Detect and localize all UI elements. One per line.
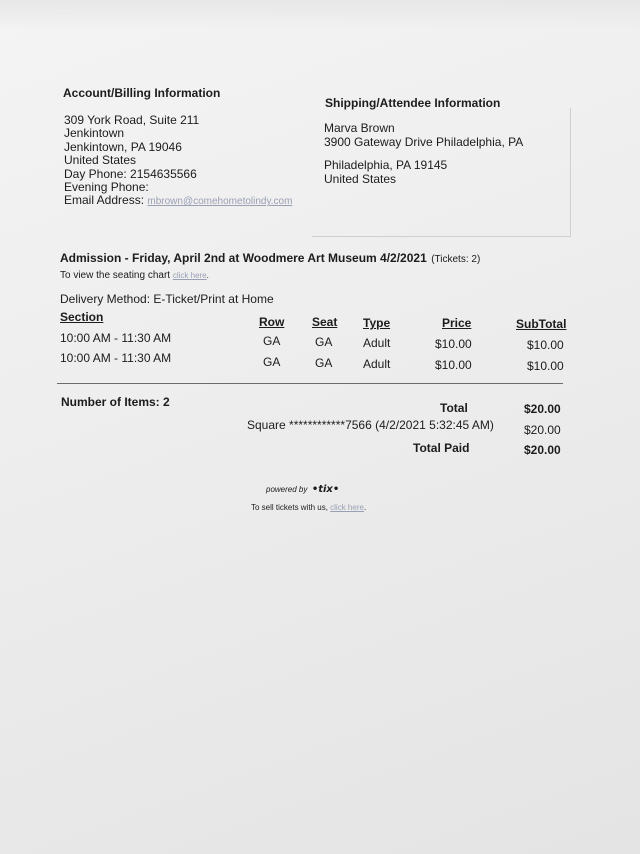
total-value: $20.00 xyxy=(524,402,561,416)
powered-text: powered by xyxy=(266,485,308,494)
billing-line: Evening Phone: xyxy=(64,180,149,195)
attendee-name: Marva Brown xyxy=(324,121,395,135)
attendee-city: Philadelphia, PA 19145 xyxy=(324,158,448,172)
cell-row: GA xyxy=(263,355,281,369)
billing-line: Jenkintown xyxy=(64,126,125,141)
page-shadow xyxy=(0,0,640,30)
sell-row xyxy=(251,503,366,512)
billing-line: Day Phone: 2154635566 xyxy=(64,166,197,181)
total-paid-label: Total Paid xyxy=(413,441,470,455)
cell-subtotal: $10.00 xyxy=(527,338,564,352)
attendee-country: United States xyxy=(324,171,397,186)
seating-row xyxy=(60,270,209,281)
cell-subtotal: $10.00 xyxy=(527,359,564,373)
cell-section: 10:00 AM - 11:30 AM xyxy=(60,351,172,365)
admission-title: Admission - Friday, April 2nd at Woodmere Art Museum 4/2/2021 xyxy=(60,251,427,265)
payment-value: $20.00 xyxy=(524,423,561,437)
attendee-street: 3900 Gateway Drive Philadelphia, PA xyxy=(324,134,524,149)
seating-suffix: . xyxy=(206,271,209,280)
delivery-method: Delivery Method: E-Ticket/Print at Home xyxy=(60,292,274,306)
ticket-count: (Tickets: 2) xyxy=(431,254,481,265)
header-section: Section xyxy=(60,310,104,324)
payment-line: Square ************7566 (4/2/2021 5:32:45 AM) xyxy=(247,418,494,432)
email-link[interactable]: mbrown@comehometolindy.com xyxy=(147,196,293,208)
divider xyxy=(57,383,563,384)
sell-text: To sell tickets with us, xyxy=(251,503,328,512)
billing-line: Jenkintown, PA 19046 xyxy=(64,139,182,154)
item-count: Number of Items: 2 xyxy=(61,395,170,409)
admission-title-row xyxy=(60,249,480,267)
cell-type: Adult xyxy=(363,357,391,371)
billing-line: 309 York Road, Suite 211 xyxy=(64,113,200,127)
seating-link[interactable]: click here xyxy=(172,271,207,280)
header-row: Row xyxy=(259,315,285,329)
email-row xyxy=(64,194,292,208)
header-price: Price xyxy=(442,316,472,330)
tix-logo: •tix• xyxy=(311,484,340,495)
total-paid-value: $20.00 xyxy=(524,443,561,457)
header-type: Type xyxy=(363,316,391,330)
cell-price: $10.00 xyxy=(435,337,472,351)
cell-price: $10.00 xyxy=(435,358,472,372)
sell-suffix: . xyxy=(363,503,367,512)
billing-heading: Account/Billing Information xyxy=(63,86,221,100)
cell-section: 10:00 AM - 11:30 AM xyxy=(60,331,172,345)
shipping-heading: Shipping/Attendee Information xyxy=(325,96,501,110)
powered-by xyxy=(266,479,339,497)
billing-line: United States xyxy=(64,153,137,168)
cell-seat: GA xyxy=(315,356,333,370)
shipping-address xyxy=(324,122,523,186)
sell-link[interactable]: click here xyxy=(330,503,364,512)
cell-type: Adult xyxy=(363,336,391,350)
email-label: Email Address: xyxy=(64,193,145,208)
billing-address xyxy=(64,114,292,209)
header-subtotal: SubTotal xyxy=(516,317,567,331)
cell-row: GA xyxy=(263,334,281,348)
total-label: Total xyxy=(440,401,468,415)
seating-text: To view the seating chart xyxy=(60,270,171,281)
cell-seat: GA xyxy=(315,335,333,349)
header-seat: Seat xyxy=(312,315,338,329)
